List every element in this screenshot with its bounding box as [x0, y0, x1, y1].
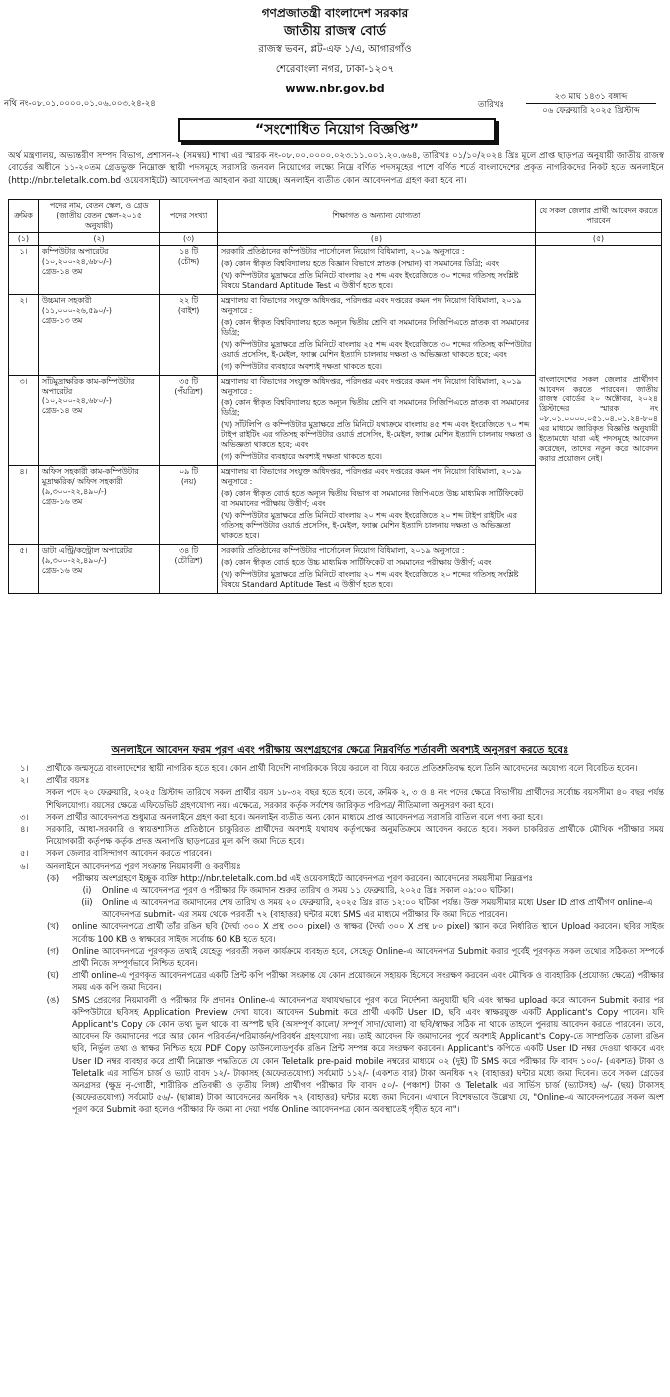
sub-sub-text: Online এ আবেদনপত্র জমাদানের শেষ তারিখ ও সময় ২০ ফেব্রুয়ারি, ২০২৫ খ্রিঃ রাত ১২:০০ ঘটিকা পর্যন্ত। উক্ত সময়সীমার মধ্যে User ID প্রাপ্ত প্রার্থীগণ online-এ আবেদনপত্র submit- এর সময় থেকে পরবর্তী ৭২ (বাহাত্তর) ঘন্টার মধ্যে SMS এর মাধ্যমে পরীক্ষার ফি জমা দিতে পারবেন। — [102, 897, 653, 920]
rule-text: প্রার্থীকে জন্মসূত্রে বাংলাদেশের স্থায়ী নাগরিক হতে হবে। কোন প্রার্থী বিদেশি নাগরিককে বিয়ে করলে বা বিয়ে করতে প্রতিশ্রুতিবদ্ধ হলে তিনি আবেদনের অযোগ্য বলে বিবেচিত হবেন। — [46, 763, 638, 773]
list-item — [8, 774, 664, 786]
list-item — [34, 994, 664, 1116]
post-cell — [38, 375, 159, 466]
qualification-line: (ক) কোন স্বীকৃত বোর্ড হতে অন্যূন দ্বিতীয় বিভাগ বা সমমানের জিপিএতে উচ্চ মাধ্যমিক সার্টিফিকেট বা সমমানের পরীক্ষায় উত্তীর্ণ; এবং — [220, 489, 524, 509]
post-scale: (১১,০০০-২৬,৫৯০/-) — [41, 305, 112, 315]
list-item — [72, 896, 664, 920]
post-name: উচ্চমান সহকারী — [41, 295, 92, 305]
rule-number: ৫। — [20, 848, 29, 859]
col-num: (৩) — [160, 232, 218, 245]
count-cell — [160, 294, 218, 375]
qualification-line: (ক) কোন স্বীকৃত বিশ্ববিদ্যালয় হতে অন্যূন দ্বিতীয় শ্রেণি বা সমমানের সিজিপিএতে স্নাতক বা সমমানের ডিগ্রি; — [220, 317, 529, 337]
post-count-words: (চৌদ্দ) — [177, 256, 200, 266]
rule-number: ১। — [20, 763, 29, 773]
post-grade: গ্রেড-১৬ তম — [41, 566, 83, 575]
post-count-words: (বাইশ) — [177, 305, 200, 315]
col-num: (২) — [38, 232, 159, 245]
post-name: কম্পিউটার অপারেটর — [41, 246, 109, 256]
intro-paragraph: অর্থ মন্ত্রণালয়, অভ্যন্তরীণ সম্পদ বিভাগ, প্রশাসন-২ (সমন্বয়) শাখা এর স্মারক নং-০৮.০০.০০০০.০২৩.১১.০০১.২০.৬৬৪, তারিখঃ ০১/১০/২০২৪ খ্রিঃ মূলে প্রাপ্ত ছাড়পত্র অনুযায়ী জাতীয় রাজস্ব বোর্ডের অধীনে ১১-২০তম গ্রেডভুক্ত নিম্নোক্ত স্থায়ী পদসমূহে সরাসরি জনবল নিয়োগের লক্ষ্যে নিম্নে বর্ণিত পদসমূহের পাশে বর্ণিত শর্তে বাংলাদেশের প্রকৃত নাগরিকদের নিকট হতে অনলাইনে (http://nbr.teletalk.com.bd ওয়েবসাইটে) আবেদনপত্র আহবান করা যাচ্ছে। অনলাইন ব্যতীত কোন আবেদনপত্র গ্রহণ করা হবে না। — [8, 151, 664, 186]
post-scale: (১০,২০০-২৪,৬৮০/-) — [41, 256, 112, 266]
post-scale: (৯,৩০০-২২,৪৯০/-) — [41, 487, 107, 497]
list-item — [34, 920, 664, 944]
post-count: ৩৫ টি — [179, 376, 199, 386]
sub-sub-number: (i) — [82, 884, 92, 895]
qualification-line: মন্ত্রণালয় বা বিভাগের সংযুক্ত অধিদপ্তর, পরিদপ্তর এবং দপ্তরের কমন পদ নিয়োগ বিধিমালা, ২০১৯ অনুসারে : — [220, 295, 522, 315]
count-cell — [160, 245, 218, 294]
notice-title: “সংশোধিত নিয়োগ বিজ্ঞপ্তি” — [178, 118, 496, 142]
qualification-line: (ক) কোন স্বীকৃত বিশ্ববিদ্যালয় হতে বিজ্ঞান বিভাগে স্নাতক (সম্মান) বা সমমানের ডিগ্রি; এবং — [220, 258, 500, 268]
qualification-line: (খ) কম্পিউটার মুদ্রাক্ষরে প্রতি মিনিটে বাংলায় ২৫ শব্দ এবং ইংরেজিতে ৩০ শব্দের গতিসহ কম্পিউটার ওয়ার্ড প্রসেসিং, ই-মেইল, ফ্যাক্স মেশিন ইত্যাদি চালনায় দক্ষতা ও অভিজ্ঞতা থাকতে হবে; এবং — [220, 339, 532, 359]
qualification-cell — [217, 245, 535, 294]
rule-text: সরকারি, আধা-সরকারি ও স্বায়ত্তশাসিত প্রতিষ্ঠানে চাকুরিরত প্রার্থীদের অবশ্যই যথাযথ কর্তৃপক্ষের অনুমতিক্রমে আবেদন করতে হবে। সকল চাকরিরত প্রার্থীকে মৌখিক পরীক্ষার সময় নিয়োগকারী কর্তৃপক্ষ কর্তৃক প্রদত্ত অনাপত্তি ছাড়পত্রের মূল কপি জমা দিতে হবে। — [46, 823, 664, 847]
date-label: তারিখঃ — [478, 100, 505, 110]
post-cell — [38, 466, 159, 545]
post-grade: গ্রেড-১৪ তম — [41, 406, 83, 416]
col-header-count: পদের সংখ্যা — [160, 200, 218, 233]
sub-sub-text: Online এ আবেদনপত্র পূরণ ও পরীক্ষার ফি জমাদান শুরুর তারিখ ও সময় ১১ ফেব্রুয়ারি, ২০২৫ খ্রিঃ সকাল ০৯:০০ ঘটিকা। — [102, 884, 514, 895]
list-item — [8, 823, 664, 847]
row-sl: ৩। — [9, 375, 39, 466]
list-item — [72, 884, 664, 896]
qualification-line: (গ) কম্পিউটার ব্যবহারে অবশ্যই দক্ষতা থাকতে হবে। — [220, 452, 382, 462]
qualification-line: (ক) কোন স্বীকৃত বিশ্ববিদ্যালয় হতে অন্যূন দ্বিতীয় শ্রেণি বা সমমানের সিজিপিএতে স্নাতক বা সমমানের ডিগ্রি; — [220, 398, 529, 418]
row-sl: ৪। — [9, 466, 39, 545]
qualification-line: সরকারি প্রতিষ্ঠানের কম্পিউটার পার্সোনেল নিয়োগ বিধিমালা, ২০১৯ অনুসারে : — [220, 546, 465, 556]
list-item — [8, 811, 664, 823]
website: www.nbr.gov.bd — [285, 82, 385, 95]
qualification-cell — [217, 294, 535, 375]
qualification-cell — [217, 375, 535, 466]
count-cell — [160, 375, 218, 466]
qualification-line: (খ) কম্পিউটার মুদ্রাক্ষরে প্রতি মিনিটে বাংলায় ২০ শব্দ এবং ইংরেজিতে ২০ শব্দের গতিসহ সংশ্লিষ্ট বিষয়ে Standard Aptitude Test এ উত্তীর্ণ হতে হবে। — [220, 570, 519, 589]
sub-rule-text: প্রার্থী online-এ পূরণকৃত আবেদনপত্রের একটি প্রিন্ট কপি পরীক্ষা সংক্রান্ত যে কোন প্রয়োজনে সহায়ক হিসেবে সংরক্ষণ করবেন এবং মৌখিক ও ব্যবহারিক (প্রযোজ্য ক্ষেত্রে) পরীক্ষার সময় এক কপি জমা দিবেন। — [72, 970, 664, 993]
post-count: ০৯ টি — [179, 467, 199, 477]
list-item — [8, 860, 664, 872]
table-row — [9, 245, 662, 294]
list-item — [8, 762, 664, 774]
list-item — [34, 969, 664, 993]
col-num: (৫) — [535, 232, 661, 245]
row-sl: ১। — [9, 245, 39, 294]
sub-rule-number: (খ) — [46, 921, 60, 932]
post-grade: গ্রেড-১৬ তম — [41, 497, 83, 507]
list-item — [8, 847, 664, 859]
rule-text: অনলাইনে আবেদনপত্র পূরণ সংক্রান্ত নিয়মাবলী ও করণীয়ঃ — [46, 860, 241, 871]
rule-number: ৪। — [20, 823, 29, 834]
col-num: (১) — [9, 232, 39, 245]
sub-rule-number: (ঙ) — [46, 994, 60, 1005]
qualification-line: (খ) কম্পিউটার মুদ্রাক্ষরে প্রতি মিনিটে বাংলায় ২৫ শব্দ এবং ইংরেজিতে ৩০ শব্দের গতিসহ সংশ্লিষ্ট বিষয়ে Standard Aptitude Test এ উত্তীর্ণ হতে হবে। — [220, 270, 519, 290]
post-count-words: (পঁয়ত্রিশ) — [174, 386, 203, 396]
districts-cell: বাংলাদেশের সকল জেলার প্রার্থীগণ আবেদন করতে পারবেন। জাতীয় রাজস্ব বোর্ডের ২০ অক্টোবর, ২০২৪ খ্রিস্টাব্দের স্মারক নং ০৮.০১.০০০০.০৫১.০৪.০১.২৪-৮০৪ এর মাধ্যমে জারিকৃত বিজ্ঞপ্তি অনুযায়ী ইতোমধ্যে যারা এই পদসমূহে আবেদন করেছেন, তাদের নতুন করে আবেদন করার প্রয়োজন নেই। — [535, 245, 661, 593]
col-header-qualification: শিক্ষাগত ও অন্যান্য যোগ্যতা — [217, 200, 535, 233]
post-scale: (১০,২০০-২৪,৬৮০/-) — [41, 396, 112, 406]
row-sl: ২। — [9, 294, 39, 375]
rule-text: সকল পদে ২০ ফেব্রুয়ারি, ২০২৫ খ্রিস্টাব্দ তারিখে সকল প্রার্থীর বয়স ১৮-৩২ বছর হতে হবে। তবে, ক্রমিক ২, ৩ ও ৪ নং পদের ক্ষেত্রে বিভাগীয় প্রার্থীদের সর্বোচ্চ বয়সসীমা ৪০ বছর পর্যন্ত শিথিলযোগ্য। বয়সের ক্ষেত্রে এফিডেভিট গ্রহণযোগ্য নয়। এক্ষেত্রে, সরকার কর্তৃক সর্বশেষ জারিকৃত পরিপত্র/ নীতিমালা অনুসরণ করা হবে। — [46, 787, 664, 810]
qualification-cell — [217, 466, 535, 545]
post-cell — [38, 294, 159, 375]
qualification-line: (খ) কম্পিউটার মুদ্রাক্ষরে প্রতি মিনিটে বাংলায় ২০ শব্দ এবং ইংরেজিতে ২০ শব্দ টাইপ রাইটিং এর গতিসহ কম্পিউটার ওয়ার্ড প্রসেসিং, ই-মেইল, ফ্যাক্স মেশিন ইত্যাদি চালনায় দক্ষতা ও অভিজ্ঞতা থাকতে হবে। — [220, 511, 517, 541]
post-grade: গ্রেড-১৪ তম — [41, 266, 83, 276]
row-sl: ৫। — [9, 545, 39, 594]
col-header-districts: যে সকল জেলার প্রার্থী আবেদন করতে পারবেন — [535, 200, 661, 233]
board-title: জাতীয় রাজস্ব বোর্ড — [284, 24, 386, 39]
sub-sub-number: (ii) — [81, 897, 93, 908]
instructions-list — [8, 762, 664, 1115]
qualification-cell — [217, 545, 535, 594]
col-header-sl: ক্রমিক — [9, 200, 39, 233]
rule-number: ৩। — [20, 811, 29, 822]
address-line-2: শেরেবাংলা নগর, ঢাকা-১২০৭ — [275, 64, 395, 75]
qualification-line: (ক) কোন স্বীকৃত বোর্ড হতে উচ্চ মাধ্যমিক সার্টিফিকেট বা সমমানের পরীক্ষায় উত্তীর্ণ; এবং — [220, 558, 492, 568]
qualification-line: (গ) কম্পিউটার ব্যবহারে অবশ্যই দক্ষতা থাকতে হবে। — [220, 361, 382, 371]
instructions-heading: অনলাইনে আবেদন ফরম পূরণ এবং পরীক্ষায় অংশগ্রহণের ক্ষেত্রে নিম্নবর্ণিত শর্তাবলী অবশ্যই অনুসরণ করতে হবেঃ — [111, 745, 569, 756]
qualification-line: মন্ত্রণালয় বা বিভাগের সংযুক্ত অধিদপ্তর, পরিদপ্তর এবং দপ্তরের কমন পদ নিয়োগ বিধিমালা, ২০১৯ অনুসারে : — [220, 376, 522, 396]
post-count: ২২ টি — [179, 295, 199, 305]
sub-rule-number: (ঘ) — [47, 970, 59, 981]
sub-rule-text: SMS প্রেরণের নিয়মাবলী ও পরীক্ষার ফি প্রদানঃ Online-এ আবেদনপত্র যথাযথভাবে পূরণ করে নির্দেশনা অনুযায়ী ছবি এবং স্বাক্ষর upload করে আবেদন Submit করার পর কম্পিউটারে ছবিসহ Application Preview দেখা যাবে। আবেদন Submit করে প্রার্থী একটি User ID, ছবি এবং স্বাক্ষরযুক্ত একটি Applicant's Copy পাবেন। যদি Applicant's Copy কে কোন তথ্য ভুল থাকে বা অস্পষ্ট ছবি (অসম্পূর্ণ কালো/ সম্পূর্ণ সাদা/ঘোলা) বা ছবি/স্বাক্ষর সঠিক না থাকে তাহলে পুনরায় আবেদন করতে পারবেন। তবে, আবেদন ফি জমাদানের পরে আর কোন পরিবর্তন/পরিমার্জন/পরিবর্ধন গ্রহণযোগ্য নয়। তাই আবেদন ফি জমাদানের পূর্বে অবশ্যই Applicant's Copy-তে সাম্প্রতিক তোলা রঙিন ছবি, নির্ভুল তথ্য ও স্বাক্ষর নিশ্চিত হয়ে PDF Copy ডাউনলোডপূর্বক রঙিন প্রিন্ট সম্পন্ন করে সংরক্ষণ করবেন। Applicant's কপিতে একটি User ID নম্বর দেওয়া থাকবে এবং User ID নম্বর ব্যবহার করে প্রার্থী নিম্নোক্ত পদ্ধতিতে যে কোন Teletalk pre-paid mobile নম্বরের মাধ্যমে ০২ (দুই) টি SMS করে পরীক্ষার ফি বাবদ ১০০/- (একশত) টাকা ও Teletalk এর সার্ভিস চার্জ ও ভ্যাট বাবদ ১২/- টাকাসহ (অফেরতযোগ্য) সর্বমোট ১১২/- (একশত বার) টাকা অনধিক ৭২ (বাহাত্তর) ঘন্টার মধ্যে জমা দিবেন। তবে সকল গ্রেডের অনগ্রসর (ক্ষুদ্র নৃ-গোষ্ঠী, শারীরিক প্রতিবন্ধী ও তৃতীয় লিঙ্গ) প্রার্থীগণ পরীক্ষার ফি বাবদ ৫০/- (পঞ্চাশ) টাকা ও Teletalk এর সার্ভিস চার্জ (ভ্যাটসহ) ৬/- (ছয়) টাকাসহ (অফেরতযোগ্য) সর্বমোট ৫৬/- (ছাপ্পান্ন) টাকা আবেদনের অনধিক ৭২ (বাহাত্তর) ঘন্টার মধ্যে জমা দিবেন। এখানে বিশেষভাবে উল্লেখ্য যে, "Online-এ আবেদনপত্রের সকল অংশ পূরণ করে Submit করা হলেও পরীক্ষার ফি জমা না দেয়া পর্যন্ত Online আবেদনপত্র কোন অবস্থাতেই গৃহীত হবে না"। — [72, 994, 664, 1115]
qualification-line: সরকারি প্রতিষ্ঠানের কম্পিউটার পার্সোনেল নিয়োগ বিধিমালা, ২০১৯ অনুসারে : — [220, 246, 465, 256]
post-name: সাঁটমুদ্রাক্ষরিক কাম-কম্পিউটার অপারেটর — [41, 376, 135, 396]
table-header-row — [9, 200, 662, 233]
memo-number: নথি নং-০৮.০১.০০০০.০১.০৬.০০৩.২৪-২৪ — [4, 99, 156, 109]
post-cell — [38, 245, 159, 294]
post-count-words: (নয়) — [180, 477, 197, 487]
rule-number: ২। — [20, 775, 29, 786]
table-colnum-row — [9, 232, 662, 245]
post-scale: (৯,৩০০-২২,৪৯০/-) — [41, 556, 107, 566]
post-count: ৩৪ টি — [179, 546, 199, 556]
post-name: ডাটা এন্ট্রি/কন্ট্রোল অপারেটর — [41, 546, 133, 556]
govt-title: গণপ্রজাতন্ত্রী বাংলাদেশ সরকার — [261, 6, 409, 20]
sub-rule-number: (গ) — [46, 945, 60, 956]
col-num: (৪) — [217, 232, 535, 245]
sub-rule-text: online আবেদনপত্রে প্রার্থী তাঁর রঙিন ছবি (দৈর্ঘ্য ৩০০ X প্রস্থ ৩০০ pixel) ও স্বাক্ষর (দৈর্ঘ্য ৩০০ X প্রস্থ ৮০ pixel) স্ক্যান করে নির্ধারিত স্থানে Upload করবেন। ছবির সাইজ সর্বোচ্চ 100 KB ও স্বাক্ষরের সাইজ সর্বোচ্চ 60 KB হতে হবে। — [72, 921, 664, 944]
rule-text: সকল প্রার্থীর আবেদনপত্র শুধুমাত্র অনলাইনে গ্রহণ করা হবে। অনলাইন ব্যতীত অন্য কোন মাধ্যমে প্রাপ্ত আবেদনপত্র সরাসরি বাতিল বলে গণ্য করা হবে। — [46, 811, 544, 822]
list-item — [34, 945, 664, 969]
qualification-line: (খ) সাঁটলিপি ও কম্পিউটার মুদ্রাক্ষরে প্রতি মিনিটে যথাক্রমে বাংলায় ৪৫ শব্দ এবং ইংরেজিতে ৭০ শব্দ টাইপ রাইটিং এর গতিসহ কম্পিউটার ওয়ার্ড প্রসেসিং, ই-মেইল, ফ্যাক্স মেশিন ইত্যাদি চালনায় দক্ষতা ও অভিজ্ঞতা থাকতে হবে; এবং — [220, 420, 532, 450]
rule-number: ৬। — [20, 860, 29, 871]
date-english: ০৬ ফেব্রুয়ারি ২০২৫ খ্রিস্টাব্দ — [542, 106, 640, 116]
count-cell — [160, 545, 218, 594]
rule-text: সকল জেলার বাসিন্দাগণ আবেদন করতে পারবেন। — [46, 848, 212, 859]
sub-rule-text: Online আবেদনপত্রে পূরণকৃত তথ্যই যেহেতু পরবর্তী সকল কার্যক্রমে ব্যবহৃত হবে, সেহেতু Online-এ আবেদনপত্র Submit করার পূর্বেই পূরণকৃত সকল তথ্যের সঠিকতা সম্পর্কে প্রার্থী নিজে সম্পূর্ণভাবে নিশ্চিত হবেন। — [72, 945, 664, 968]
col-header-post: পদের নাম, বেতন স্কেল, ও গ্রেড (জাতীয় বেতন স্কেল-২০১৫ অনুযায়ী) — [38, 200, 159, 233]
post-count-words: (চৌত্রিশ) — [174, 556, 203, 566]
date-bengali: ২৩ মাঘ ১৪৩১ বঙ্গাব্দ — [526, 92, 656, 104]
post-name: অফিস সহকারী কাম-কম্পিউটার মুদ্রাক্ষরিক/ অফিস সহকারী — [41, 467, 139, 487]
sub-rule-number: (ক) — [46, 872, 60, 883]
post-cell — [38, 545, 159, 594]
qualification-line: মন্ত্রণালয় বা বিভাগের সংযুক্ত অধিদপ্তর, পরিদপ্তর এবং দপ্তরের কমন পদ নিয়োগ বিধিমালা, ২০১৯ অনুসারে : — [220, 467, 522, 487]
list-item — [34, 872, 664, 884]
post-count: ১৪ টি — [179, 246, 199, 256]
list-item — [8, 786, 664, 810]
rule-title: প্রার্থীর বয়সঃ — [46, 775, 90, 786]
address-line-1: রাজস্ব ভবন, প্লট-এফ ১/এ, আগারগাঁও — [258, 44, 412, 55]
posts-table — [8, 199, 662, 594]
post-grade: গ্রেড-১৩ তম — [41, 315, 83, 325]
count-cell — [160, 466, 218, 545]
sub-rule-text: পরীক্ষায় অংশগ্রহণে ইচ্ছুক ব্যক্তি http://nbr.teletalk.com.bd এই ওয়েবসাইটে আবেদনপত্র পূরণ করবেন। আবেদনের সময়সীমা নিম্নরূপঃ — [72, 872, 533, 883]
